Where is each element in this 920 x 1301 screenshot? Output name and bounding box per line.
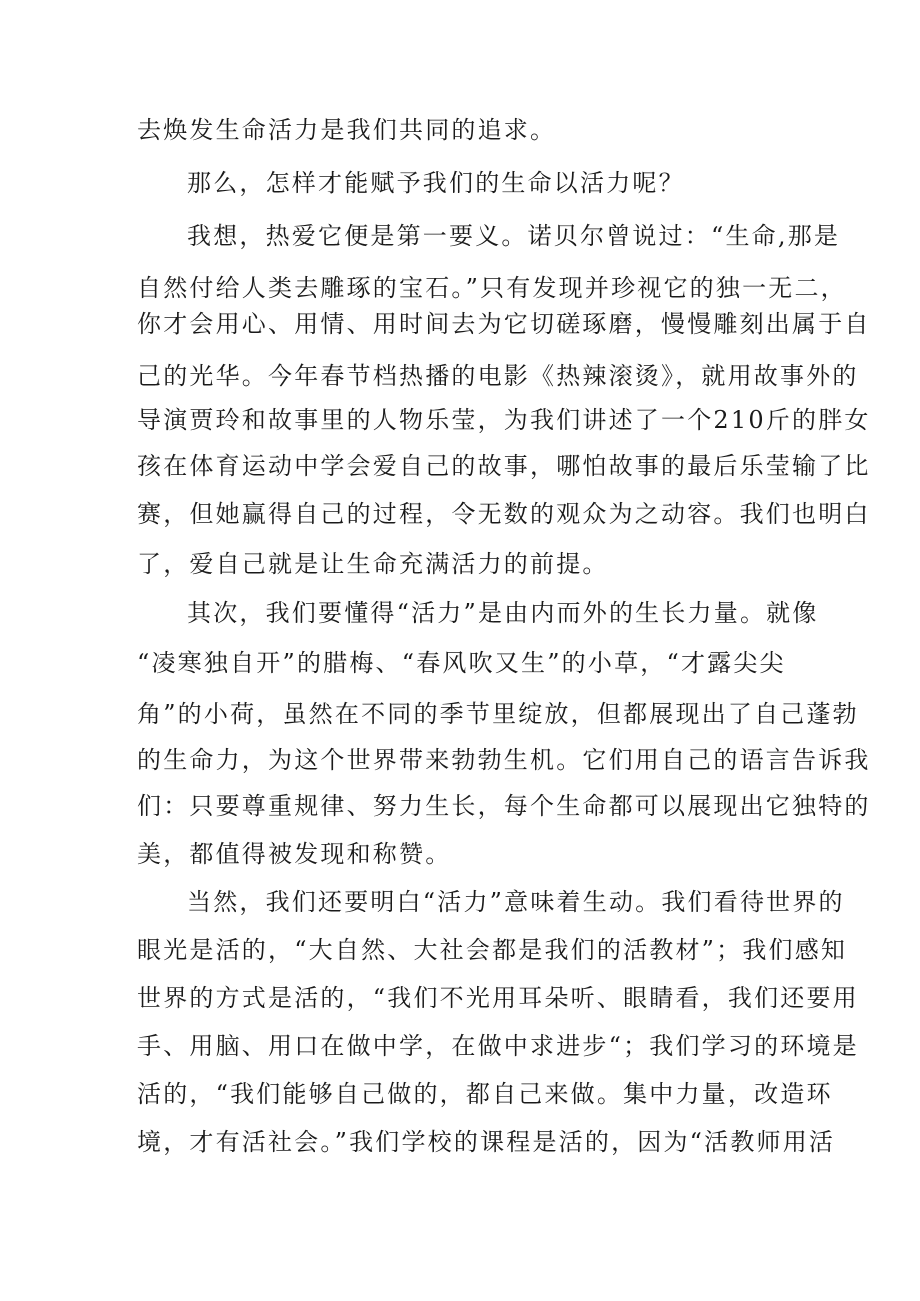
text-line: 境，才有活社会。”我们学校的课程是活的，因为“活教师用活 bbox=[137, 1128, 836, 1156]
text-line: 你才会用心、用情、用时间去为它切磋琢磨，慢慢雕刻出属于自 bbox=[137, 310, 871, 338]
text-line: 赛，但她赢得自己的过程，令无数的观众为之动容。我们也明白 bbox=[137, 500, 871, 528]
text-line: 的生命力，为这个世界带来勃勃生机。它们用自己的语言告诉我 bbox=[137, 746, 871, 774]
text-line: 眼光是活的，“大自然、大社会都是我们的活教材”；我们感知 bbox=[137, 936, 848, 964]
text-line: 角”的小荷，虽然在不同的季节里绽放，但都展现出了自己蓬勃 bbox=[137, 700, 859, 728]
text-line: 自然付给人类去雕琢的宝石。”只有发现并珍视它的独一无二， bbox=[137, 274, 847, 302]
text-line: 孩在体育运动中学会爱自己的故事，哪怕故事的最后乐莹输了比 bbox=[137, 452, 871, 480]
text-line: 那么，怎样才能赋予我们的生命以活力呢？ bbox=[187, 169, 685, 197]
text-line: 导演贾玲和故事里的人物乐莹，为我们讲述了一个210斤的胖女 bbox=[137, 406, 871, 434]
text-line: 我想，热爱它便是第一要义。诺贝尔曾说过：“生命,那是 bbox=[187, 222, 841, 250]
text-line: “凌寒独自开”的腊梅、“春风吹又生”的小草，“才露尖尖 bbox=[137, 649, 786, 677]
text-line: 去焕发生命活力是我们共同的追求。 bbox=[137, 116, 557, 144]
text-line: 了，爱自己就是让生命充满活力的前提。 bbox=[137, 550, 609, 578]
text-line: 手、用脑、用口在做中学，在做中求进步“；我们学习的环境是 bbox=[137, 1032, 859, 1060]
text-line: 们：只要尊重规律、努力生长，每个生命都可以展现出它独特的 bbox=[137, 792, 871, 820]
text-line: 当然，我们还要明白“活力”意味着生动。我们看待世界的 bbox=[187, 888, 845, 916]
text-line: 己的光华。今年春节档热播的电影《热辣滚烫》，就用故事外的 bbox=[137, 362, 859, 390]
text-line: 活的，“我们能够自己做的，都自己来做。集中力量，改造环 bbox=[137, 1080, 833, 1108]
text-line: 世界的方式是活的，“我们不光用耳朵听、眼睛看，我们还要用 bbox=[137, 984, 859, 1012]
text-line: 其次，我们要懂得“活力”是由内而外的生长力量。就像 bbox=[187, 599, 819, 627]
text-line: 美，都值得被发现和称赞。 bbox=[137, 840, 452, 868]
